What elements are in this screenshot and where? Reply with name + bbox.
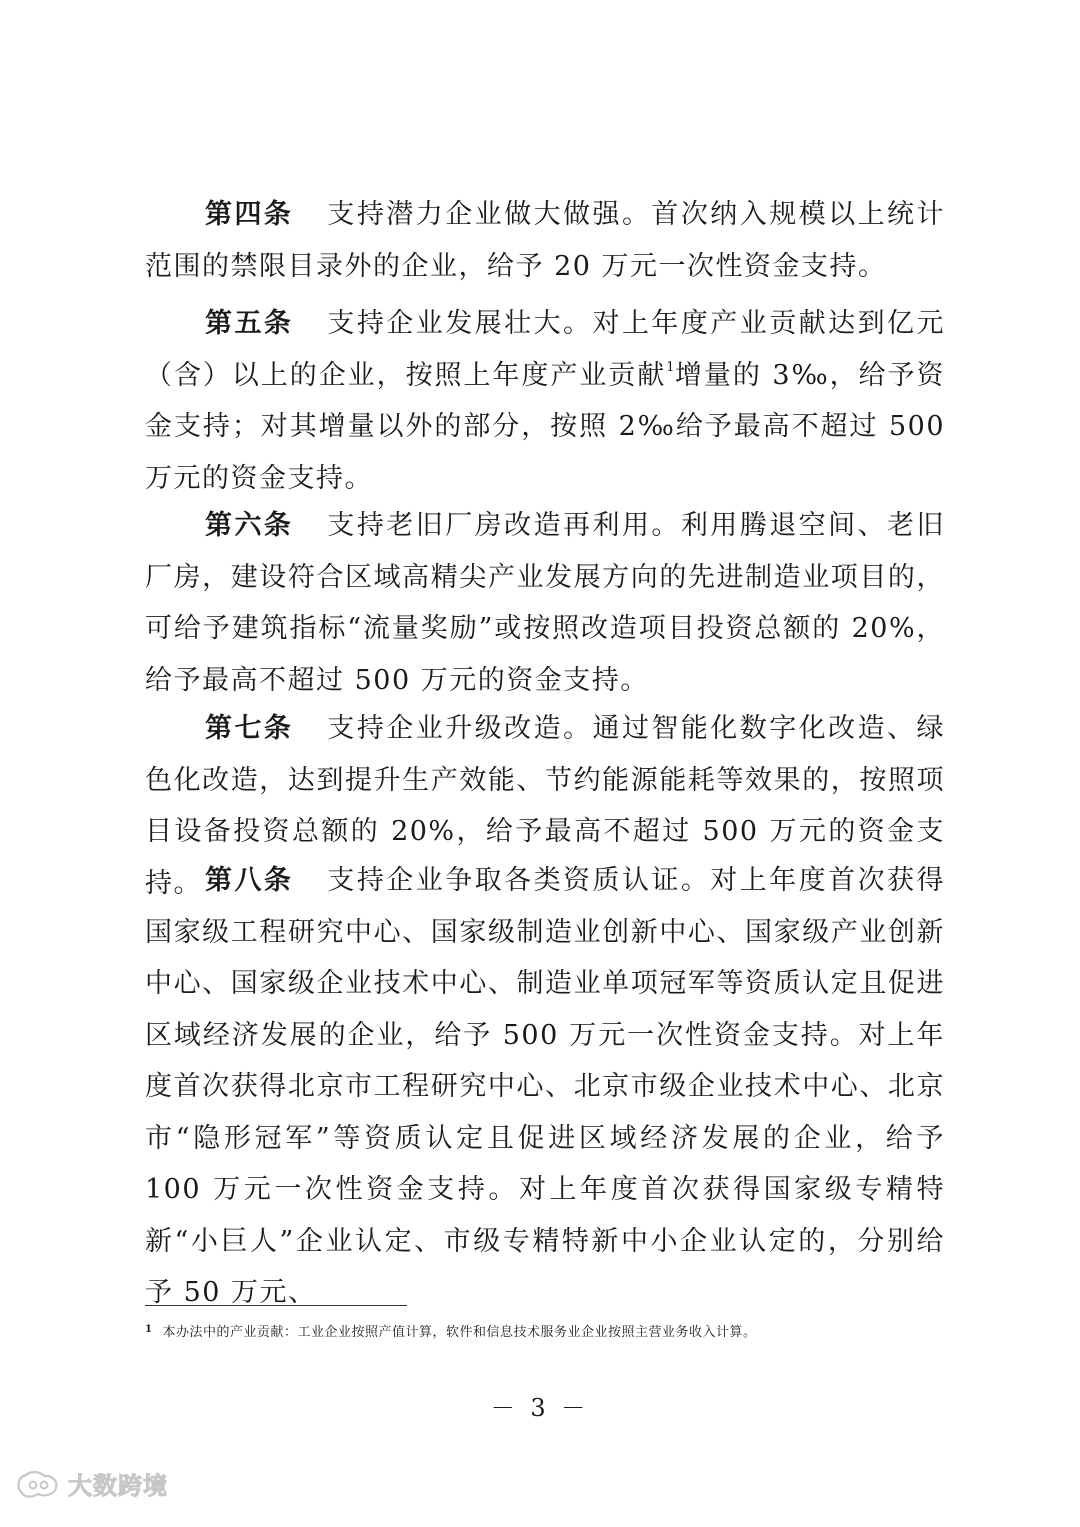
footnote (145, 1323, 945, 1343)
article-text: 支持企业发展壮大。对上年度产业贡献达到亿元（含）以上的企业，按照上年度产业贡献 (145, 308, 946, 391)
watermark (14, 1466, 168, 1501)
article-text: 支持潜力企业做大做强。首次纳入规模以上统计范围的禁限目录外的企业，给予 20 万元一次性资金支持。 (145, 199, 946, 282)
article-title: 第五条 (205, 308, 294, 339)
article-title: 第八条 (205, 865, 294, 896)
article-4 (145, 189, 945, 292)
article-title: 第四条 (205, 199, 294, 230)
article-5 (145, 298, 945, 504)
article-title: 第七条 (205, 713, 294, 744)
watermark-text: 大数跨境 (68, 1472, 168, 1500)
article-text: 支持企业争取各类资质认证。对上年度首次获得国家级工程研究中心、国家级制造业创新中心、国家级产业创新中心、国家级企业技术中心、制造业单项冠军等资质认定且促进区域经济发展的企业，给予 500 万元一次性资金支持。对上年度首次获得北京市工程研究中心、北京市级企业技术中心、北京市“隐形冠军”等资质认定且促进区域经济发展的企业，给予 100 万元一次性资金支持。对上年度首次获得国家级专精特新“小巨人”企业认定、市级专精特新中小企业认定的，分别给予 50 万元、 (145, 865, 946, 1308)
article-text: 支持老旧厂房改造再利用。利用腾退空间、老旧厂房，建设符合区域高精尖产业发展方向的先进制造业项目的，可给予建筑指标“流量奖励”或按照改造项目投资总额的 20%，给予最高不超过 500 万元的资金支持。 (145, 510, 946, 696)
page-number: － 3 － (490, 1394, 590, 1422)
footnote-reference[interactable]: 1 (666, 359, 675, 375)
article-8 (145, 855, 945, 1319)
article-text: 支持企业升级改造。通过智能化数字化改造、绿色化改造，达到提升生产效能、节约能源能耗等效果的，按照项目设备投资总额的 20%，给予最高不超过 500 万元的资金支持。 (145, 713, 946, 899)
article-text: 增量的 3‰，给予资金支持；对其增量以外的部分，按照 2‰给予最高不超过 500 万元的资金支持。 (145, 359, 946, 494)
footnote-text: 本办法中的产业贡献：工业企业按照产值计算，软件和信息技术服务业企业按照主营业务收入计算。 (162, 1325, 757, 1340)
footnote-divider (145, 1305, 407, 1306)
brand-logo-icon (14, 1467, 62, 1501)
footnote-marker: 1 (145, 1324, 153, 1335)
article-title: 第六条 (205, 510, 294, 541)
article-6 (145, 500, 945, 706)
